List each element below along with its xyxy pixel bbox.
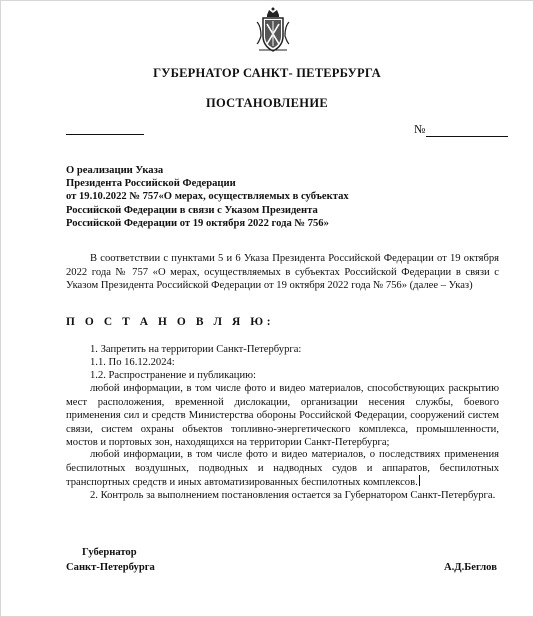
signature-city: Санкт-Петербурга xyxy=(66,562,155,573)
item-2: 2. Контроль за выполнением постановления остается за Губернатором Санкт-Петербурга. xyxy=(90,490,496,501)
bullet-paragraph-2 xyxy=(66,448,499,490)
subject-line: О реализации Указа xyxy=(66,165,164,176)
subject-line: от 19.10.2022 № 757«О мерах, осуществляемых в субъектах xyxy=(66,191,349,203)
document-subject xyxy=(66,164,486,230)
signature-title: Губернатор xyxy=(82,547,137,558)
document-type: ПОСТАНОВЛЕНИЕ xyxy=(205,96,328,110)
text-cursor xyxy=(419,475,420,486)
number-line xyxy=(426,125,508,137)
item-1: 1. Запретить на территории Санкт-Петербурга: xyxy=(90,344,302,355)
bullet-text-2: любой информации, в том числе фото и видео материалов, о последствиях применения беспилотных воздушных, подводных и надводных судов и аппаратов, беспилотных транспортных средств и иных автоматизированных беспилотных комплексов. xyxy=(66,449,499,489)
item-1-1: 1.1. По 16.12.2024: xyxy=(90,357,175,368)
number-sign: № xyxy=(414,122,426,136)
signatory-name: А.Д.Беглов xyxy=(444,562,497,573)
authority-title: ГУБЕРНАТОР САНКТ- ПЕТЕРБУРГА xyxy=(153,66,381,80)
date-line xyxy=(66,124,144,135)
resolve-heading: П О С Т А Н О В Л Я Ю: xyxy=(66,316,275,328)
number-field xyxy=(414,122,508,137)
bullet-paragraph-1: любой информации, в том числе фото и видео материалов, способствующих раскрытию мест расположения, временной дислокации, организации несения службы, боевого применения сил и средств Министерства обороны Российской Федерации, сооружений систем связи, систем охраны объектов топливно-энергетического комплекса, промышленности, мостов и портовых зон, находящихся на территории Санкт-Петербурга; xyxy=(66,383,499,449)
preamble-paragraph: В соответствии с пунктами 5 и 6 Указа Президента Российской Федерации от 19 октября 2022 года № 757 «О мерах, осуществляемых в субъектах Российской Федерации в связи с Указом Президента Российской Федерации от 19 октября 2022 года № 756» (далее – Указ) xyxy=(66,253,499,292)
subject-line: Российской Федерации от 19 октября 2022 года № 756» xyxy=(66,217,329,229)
coat-of-arms-icon xyxy=(255,6,291,54)
item-1-2: 1.2. Распространение и публикацию: xyxy=(90,370,256,381)
subject-line: Президента Российской Федерации xyxy=(66,178,236,190)
subject-line: Российской Федерации в связи с Указом Президента xyxy=(66,204,318,216)
